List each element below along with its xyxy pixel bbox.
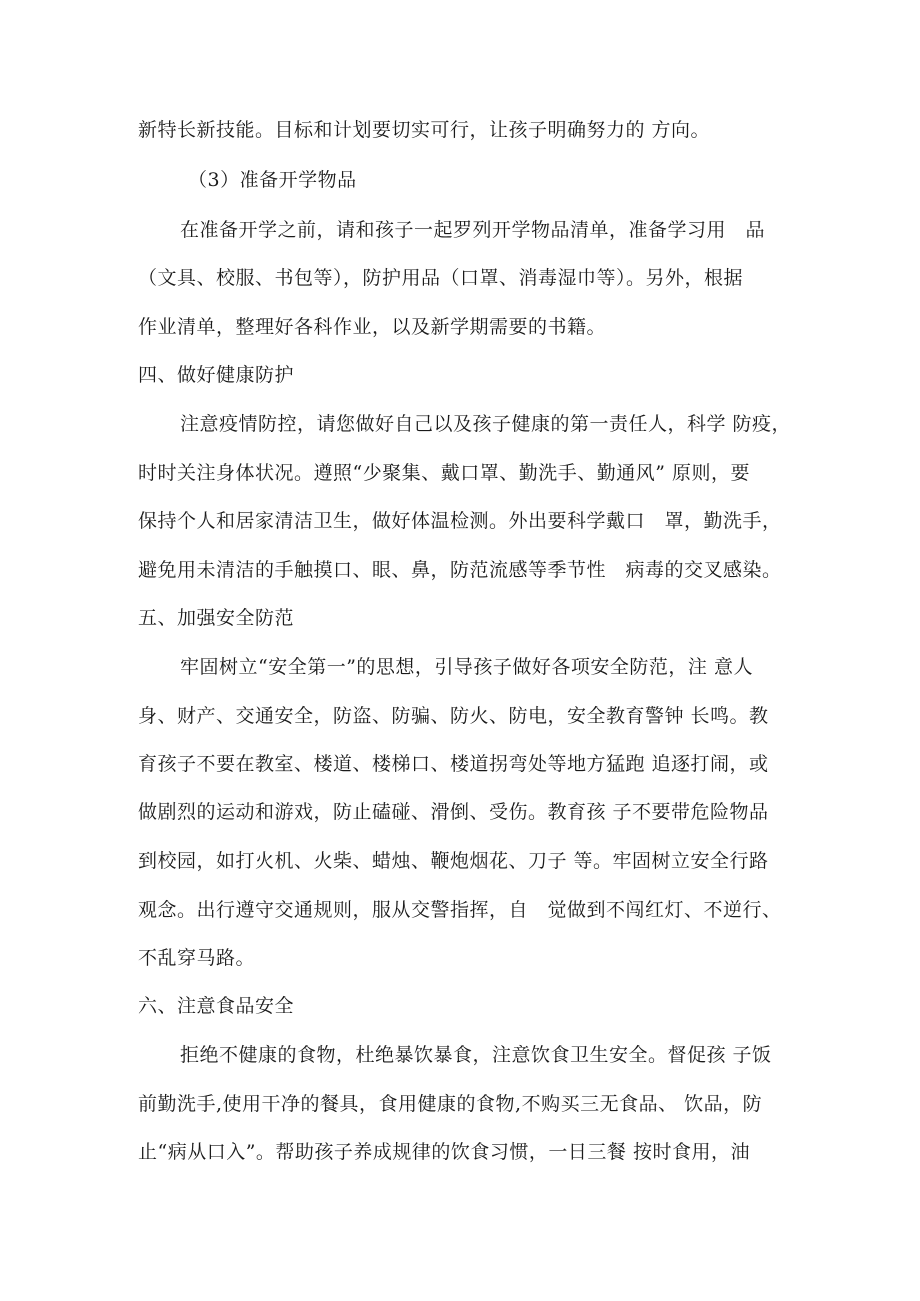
- body-text-line: 止“病从口入”。帮助孩子养成规律的饮食习惯，一日三餐 按时食用，油: [138, 1141, 750, 1163]
- body-text-line: 注意疫情防控，请您做好自己以及孩子健康的第一责任人，科学 防疫，: [180, 413, 792, 435]
- body-text-line: 在准备开学之前，请和孩子一起罗列开学物品清单，准备学习用 品: [180, 219, 766, 241]
- body-text-line: 前勤洗手,使用干净的餐具，食用健康的食物,不购买三无食品、 饮品，防: [138, 1093, 763, 1115]
- body-text-line: 不乱穿马路。: [138, 947, 256, 969]
- body-text-line: （文具、校服、书包等），防护用品（口罩、消毒湿巾等）。另外，根据: [138, 267, 744, 289]
- body-text-line: 避免用未清洁的手触摸口、眼、鼻，防范流感等季节性 病毒的交叉感染。: [138, 559, 782, 581]
- body-text-line: 观念。出行遵守交通规则，服从交警指挥，自 觉做到不闯红灯、不逆行、: [138, 899, 782, 921]
- subsection-heading: （3）准备开学物品: [188, 169, 357, 191]
- body-text-line: 时时关注身体状况。遵照“少聚集、戴口罩、勤洗手、勤通风” 原则，要: [138, 462, 750, 484]
- section-heading: 六、注意食品安全: [138, 995, 295, 1017]
- section-heading: 四、做好健康防护: [138, 364, 295, 386]
- body-text-line: 新特长新技能。目标和计划要切实可行，让孩子明确努力的 方向。: [138, 119, 711, 141]
- body-text-line: 拒绝不健康的食物，杜绝暴饮暴食，注意饮食卫生安全。督促孩 子饭: [180, 1044, 772, 1066]
- body-text-line: 牢固树立“安全第一”的思想，引导孩子做好各项安全防范，注 意人: [180, 656, 753, 678]
- body-text-line: 育孩子不要在教室、楼道、楼梯口、楼道拐弯处等地方猛跑 追逐打闹，或: [138, 753, 769, 775]
- body-text-line: 做剧烈的运动和游戏，防止磕碰、滑倒、受伤。教育孩 子不要带危险物品: [138, 801, 769, 823]
- body-text-line: 保持个人和居家清洁卫生，做好体温检测。外出要科学戴口 罩，勤洗手，: [138, 510, 782, 532]
- body-text-line: 作业清单，整理好各科作业，以及新学期需要的书籍。: [138, 316, 607, 338]
- body-text-line: 身、财产、交通安全，防盗、防骗、防火、防电，安全教育警钟 长鸣。教: [138, 705, 769, 727]
- section-heading: 五、加强安全防范: [138, 607, 295, 629]
- body-text-line: 到校园，如打火机、火柴、蜡烛、鞭炮烟花、刀子 等。牢固树立安全行路: [138, 850, 769, 872]
